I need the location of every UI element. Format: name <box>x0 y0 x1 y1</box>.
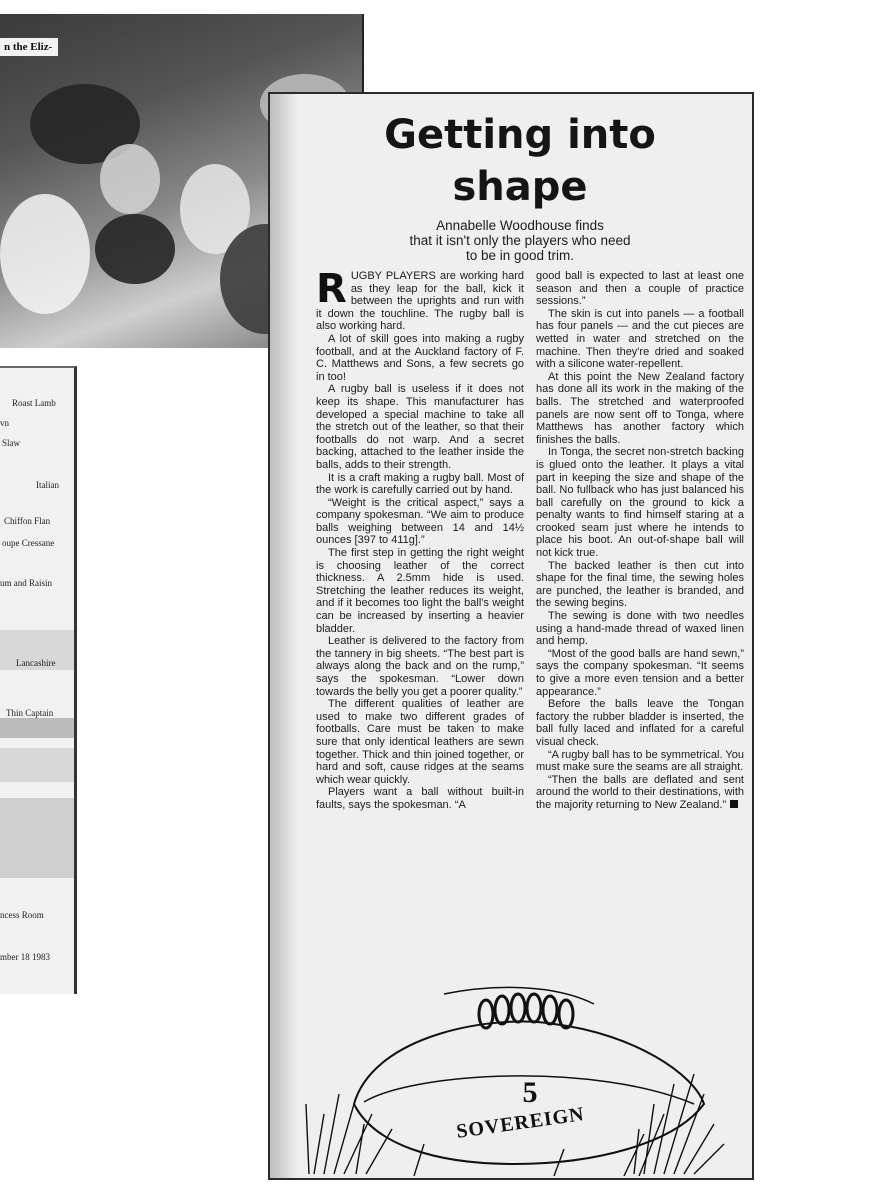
menu-item: Italian <box>36 480 59 490</box>
menu-item: Slaw <box>2 438 20 448</box>
paragraph: Before the balls leave the Tongan factory the rubber bladder is inserted, the ball fully laced and inflated for a careful visual check. <box>536 698 744 748</box>
article-column-1 <box>316 266 524 812</box>
menu-item: mber 18 1983 <box>0 952 50 962</box>
menu-item: vn <box>0 418 9 428</box>
paragraph: The backed leather is then cut into shape for the final time, the sewing holes are punched, the leather is branded, and the sewing begins. <box>536 559 744 610</box>
menu-item: um and Raisin <box>0 578 52 588</box>
menu-item: Roast Lamb <box>12 398 56 408</box>
menu-item: Lancashire <box>16 658 56 668</box>
sovereign-logo-word: SOVEREIGN <box>455 1103 586 1143</box>
sovereign-logo-number: 5 <box>522 1076 538 1109</box>
article-title-line1: Getting into <box>384 112 656 158</box>
menu-item: Thin Captain <box>6 708 54 718</box>
article-clipping <box>268 92 754 1180</box>
paragraph: Leather is delivered to the factory from the tannery in big sheets. “The best part is always along the back and on the rump,” says the spokesman. “Lower down towards the belly you get a poorer quality.” <box>316 635 524 698</box>
paragraph: At this point the New Zealand factory has done all its work in the making of the balls. The stretched and waterproofed panels are now sent off to Tonga, where Matthews has another factory which finishes the balls. <box>536 370 744 446</box>
paragraph: “Then the balls are deflated and sent around the world to their destinations, with the majority returning to New Zealand.” <box>536 773 744 811</box>
menu-clipping <box>0 366 77 994</box>
paragraph: It is a craft making a rugby ball. Most of the work is carefully carried out by hand. <box>316 471 524 497</box>
photo-caption: n the Eliz- <box>0 38 58 56</box>
paragraph: A rugby ball is useless if it does not keep its shape. This manufacturer has developed a special machine to take all the stretch out of the leather, so that their footballs do not warp. And a secret backing, attached to the leather inside the balls, adds to their strength. <box>316 383 524 471</box>
paragraph: “A rugby ball has to be symmetrical. You must make sure the seams are all straight. <box>536 748 744 774</box>
menu-item: oupe Cressane <box>2 538 55 548</box>
article-title-line2: shape <box>452 164 588 210</box>
paragraph: Players want a ball without built-in faults, says the spokesman. “A <box>316 786 524 811</box>
rugby-ball-illustration <box>294 954 734 1176</box>
drop-cap: R <box>316 266 347 312</box>
menu-item: Chiffon Flan <box>4 516 51 526</box>
paragraph: RUGBY PLAYERS are working hard as they leap for the ball, kick it between the uprights and run with it down the touchline. The rugby ball is also working hard. <box>316 266 524 333</box>
paragraph: good ball is expected to last at least one season and then a couple of practice sessions.” <box>536 270 744 308</box>
paragraph: The first step in getting the right weight is choosing leather of the correct thickness. A 2.5mm hide is used. Stretching the leather reduces its weight, and if it becomes too light the ball's weight can be increased by inserting a heavier bladder. <box>316 547 524 635</box>
end-mark-icon <box>730 800 738 808</box>
article-standfirst: Annabelle Woodhouse finds that it isn't only the players who need to be in good trim. <box>409 218 631 263</box>
paragraph: The different qualities of leather are used to make two different grades of footballs. Care must be taken to make sure that only identical leathers are sewn together. Thick and thin joined together, or hard and soft, cause ridges at the seams which wear quickly. <box>316 698 524 786</box>
paragraph: The skin is cut into panels — a football has four panels — and the cut pieces are wetted in water and stretched on the machine. Then they're dried and soaked with a silicone water-repellent. <box>536 307 744 371</box>
paragraph: The sewing is done with two needles using a hand-made thread of waxed linen and hemp. <box>536 610 744 648</box>
paragraph: In Tonga, the secret non-stretch backing is glued onto the leather. It plays a vital part in keeping the size and shape of the ball. No fullback who has just balanced his ball carefully on the ground to kick a penalty wants to find himself staring at a crooked seam just where he intends to place his boot. An out-of-shape ball will not kick true. <box>536 446 744 560</box>
menu-item: ncess Room <box>0 910 44 920</box>
paragraph: “Most of the good balls are hand sewn,” says the company spokesman. “It seems to give a more even tension and a better appearance.” <box>536 647 744 698</box>
article-column-2 <box>536 270 744 812</box>
paragraph: “Weight is the critical aspect,” says a company spokesman. “We aim to produce balls weighing between 14 and 14½ ounces [397 to 411g].” <box>316 496 524 547</box>
paragraph: A lot of skill goes into making a rugby football, and at the Auckland factory of F. C. Matthews and Sons, a few secrets go in too! <box>316 332 524 383</box>
